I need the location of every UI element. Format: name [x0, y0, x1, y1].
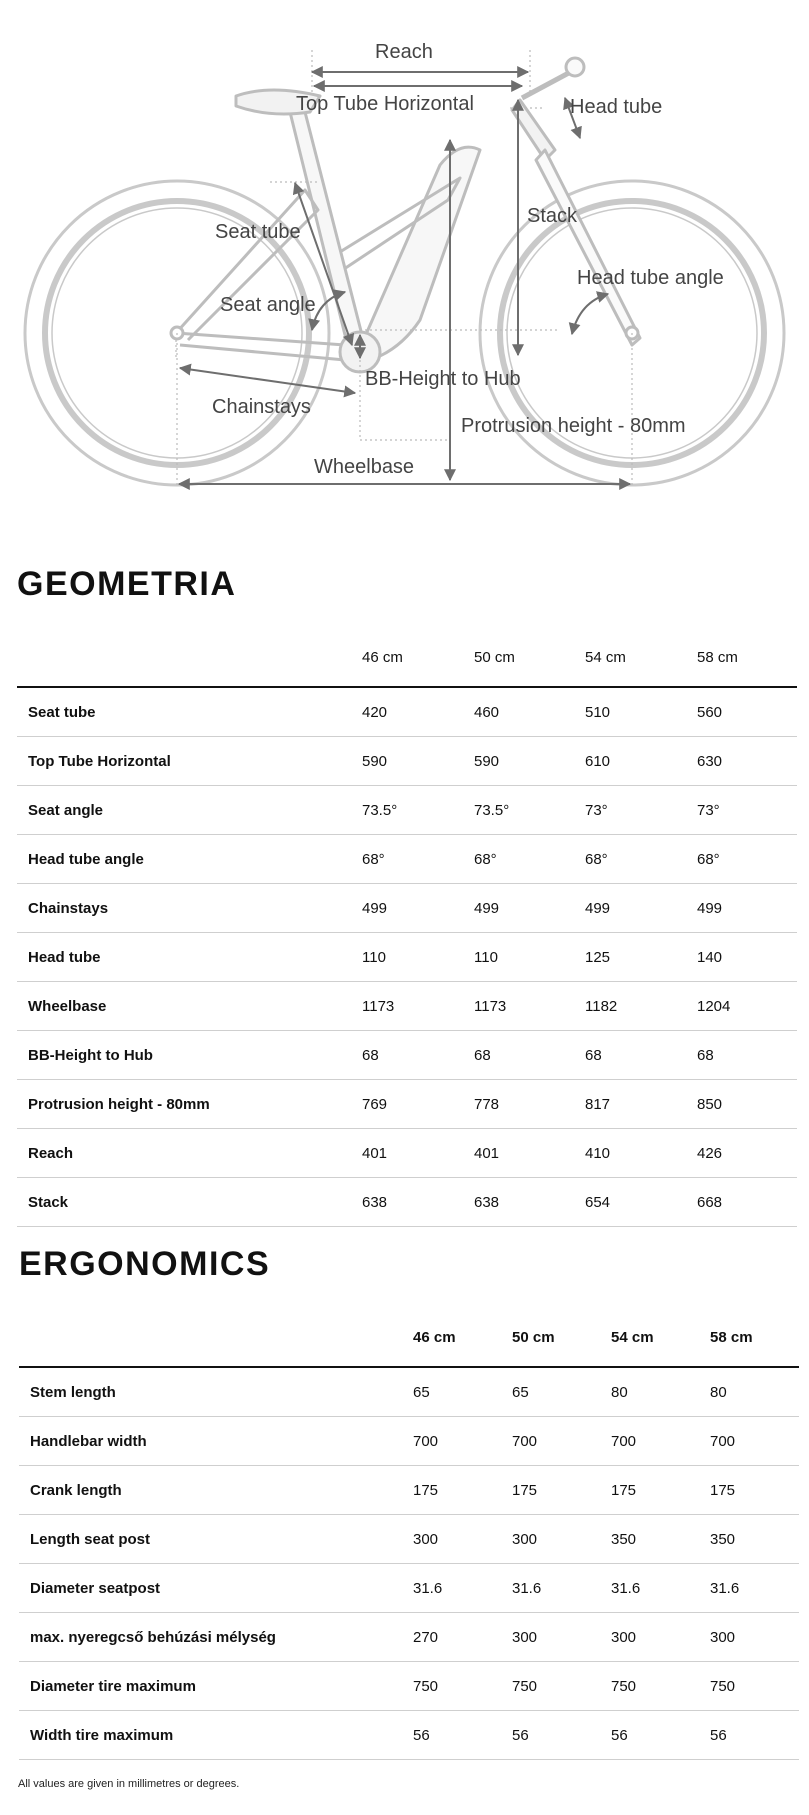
label-head-tube: Head tube	[570, 96, 663, 118]
cell-value: 300	[512, 1515, 611, 1564]
cell-value: 56	[512, 1711, 611, 1760]
cell-value: 68°	[697, 835, 797, 884]
cell-value: 750	[611, 1662, 710, 1711]
geometry-size-header: 46 cm	[362, 628, 474, 687]
ergonomics-title: ERGONOMICS	[19, 1245, 271, 1283]
cell-value: 73.5°	[474, 786, 585, 835]
table-row	[17, 982, 797, 1031]
table-row	[19, 1711, 799, 1760]
cell-value: 426	[697, 1129, 797, 1178]
footnote: All values are given in millimetres or degrees.	[18, 1778, 240, 1790]
geometry-header-row	[17, 628, 797, 687]
cell-value: 80	[710, 1367, 799, 1417]
cell-value: 73°	[697, 786, 797, 835]
cell-value: 630	[697, 737, 797, 786]
cell-value: 31.6	[512, 1564, 611, 1613]
cell-value: 56	[413, 1711, 512, 1760]
cell-value: 110	[474, 933, 585, 982]
ergonomics-rows	[19, 1367, 799, 1760]
row-label: Diameter seatpost	[19, 1564, 413, 1613]
geometry-size-header: 58 cm	[697, 628, 797, 687]
cell-value: 65	[512, 1367, 611, 1417]
table-row	[19, 1417, 799, 1466]
row-label: Reach	[17, 1129, 362, 1178]
cell-value: 1173	[474, 982, 585, 1031]
ergonomics-size-header: 54 cm	[611, 1308, 710, 1367]
cell-value: 68	[474, 1031, 585, 1080]
cell-value: 850	[697, 1080, 797, 1129]
cell-value: 300	[710, 1613, 799, 1662]
cell-value: 778	[474, 1080, 585, 1129]
row-label: BB-Height to Hub	[17, 1031, 362, 1080]
table-row	[19, 1662, 799, 1711]
table-row	[19, 1466, 799, 1515]
label-seat-angle: Seat angle	[220, 294, 316, 316]
ergonomics-size-header: 58 cm	[710, 1308, 799, 1367]
geometry-rows	[17, 687, 797, 1227]
cell-value: 420	[362, 687, 474, 737]
cell-value: 560	[697, 687, 797, 737]
cell-value: 65	[413, 1367, 512, 1417]
table-row	[19, 1515, 799, 1564]
label-reach: Reach	[375, 41, 433, 63]
label-wheelbase: Wheelbase	[314, 456, 415, 478]
chainstay-arrow	[180, 368, 355, 393]
cell-value: 499	[362, 884, 474, 933]
row-label: Seat tube	[17, 687, 362, 737]
cell-value: 110	[362, 933, 474, 982]
cell-value: 499	[697, 884, 797, 933]
cell-value: 300	[512, 1613, 611, 1662]
label-seat-tube: Seat tube	[215, 221, 301, 243]
cell-value: 638	[474, 1178, 585, 1227]
cell-value: 700	[512, 1417, 611, 1466]
row-label: Handlebar width	[19, 1417, 413, 1466]
cell-value: 350	[611, 1515, 710, 1564]
cell-value: 68	[697, 1031, 797, 1080]
row-label: Stack	[17, 1178, 362, 1227]
ergonomics-table	[19, 1308, 799, 1760]
cell-value: 140	[697, 933, 797, 982]
label-protrusion: Protrusion height - 80mm	[461, 415, 686, 437]
cell-value: 270	[413, 1613, 512, 1662]
cell-value: 300	[413, 1515, 512, 1564]
table-row	[17, 1178, 797, 1227]
table-row	[17, 835, 797, 884]
ergonomics-header-row	[19, 1308, 799, 1367]
table-row	[17, 1129, 797, 1178]
label-bb-height: BB-Height to Hub	[365, 368, 521, 390]
cell-value: 638	[362, 1178, 474, 1227]
label-chainstays: Chainstays	[212, 396, 311, 418]
cell-value: 300	[611, 1613, 710, 1662]
geometry-size-header: 50 cm	[474, 628, 585, 687]
cell-value: 175	[611, 1466, 710, 1515]
cell-value: 56	[611, 1711, 710, 1760]
row-label: max. nyeregcső behúzási mélység	[19, 1613, 413, 1662]
geometry-size-header: 54 cm	[585, 628, 697, 687]
bike-illustration	[0, 0, 809, 500]
ergonomics-header-blank	[19, 1308, 413, 1367]
row-label: Chainstays	[17, 884, 362, 933]
cell-value: 499	[474, 884, 585, 933]
cell-value: 590	[362, 737, 474, 786]
row-label: Top Tube Horizontal	[17, 737, 362, 786]
row-label: Crank length	[19, 1466, 413, 1515]
geometry-table	[17, 628, 797, 1227]
label-top-tube: Top Tube Horizontal	[296, 93, 474, 115]
cell-value: 1173	[362, 982, 474, 1031]
cell-value: 460	[474, 687, 585, 737]
cell-value: 56	[710, 1711, 799, 1760]
row-label: Diameter tire maximum	[19, 1662, 413, 1711]
cell-value: 73.5°	[362, 786, 474, 835]
cell-value: 499	[585, 884, 697, 933]
cell-value: 750	[413, 1662, 512, 1711]
row-label: Seat angle	[17, 786, 362, 835]
row-label: Width tire maximum	[19, 1711, 413, 1760]
cell-value: 68°	[474, 835, 585, 884]
cell-value: 510	[585, 687, 697, 737]
cell-value: 1204	[697, 982, 797, 1031]
bike-geometry-diagram	[0, 0, 809, 500]
cell-value: 73°	[585, 786, 697, 835]
cell-value: 700	[611, 1417, 710, 1466]
cell-value: 817	[585, 1080, 697, 1129]
cell-value: 31.6	[611, 1564, 710, 1613]
table-row	[19, 1613, 799, 1662]
label-stack: Stack	[527, 205, 578, 227]
cell-value: 668	[697, 1178, 797, 1227]
cell-value: 769	[362, 1080, 474, 1129]
table-row	[17, 1031, 797, 1080]
cell-value: 68	[362, 1031, 474, 1080]
cell-value: 401	[362, 1129, 474, 1178]
cell-value: 610	[585, 737, 697, 786]
label-head-tube-angle: Head tube angle	[577, 267, 724, 289]
cell-value: 31.6	[413, 1564, 512, 1613]
cell-value: 31.6	[710, 1564, 799, 1613]
cell-value: 80	[611, 1367, 710, 1417]
cell-value: 700	[413, 1417, 512, 1466]
table-row	[17, 933, 797, 982]
cell-value: 68°	[362, 835, 474, 884]
table-row	[17, 884, 797, 933]
table-row	[17, 687, 797, 737]
geometry-header-blank	[17, 628, 362, 687]
table-row	[19, 1564, 799, 1613]
ergonomics-size-header: 50 cm	[512, 1308, 611, 1367]
row-label: Head tube angle	[17, 835, 362, 884]
head-tube-angle-arrow	[572, 294, 608, 334]
ergonomics-size-header: 46 cm	[413, 1308, 512, 1367]
row-label: Length seat post	[19, 1515, 413, 1564]
cell-value: 654	[585, 1178, 697, 1227]
cell-value: 68	[585, 1031, 697, 1080]
cell-value: 175	[512, 1466, 611, 1515]
cell-value: 750	[710, 1662, 799, 1711]
geometry-title: GEOMETRIA	[17, 565, 237, 603]
row-label: Head tube	[17, 933, 362, 982]
table-row	[17, 737, 797, 786]
cell-value: 175	[413, 1466, 512, 1515]
cell-value: 350	[710, 1515, 799, 1564]
cell-value: 1182	[585, 982, 697, 1031]
cell-value: 410	[585, 1129, 697, 1178]
table-row	[17, 786, 797, 835]
cell-value: 590	[474, 737, 585, 786]
table-row	[19, 1367, 799, 1417]
row-label: Stem length	[19, 1367, 413, 1417]
row-label: Wheelbase	[17, 982, 362, 1031]
cell-value: 68°	[585, 835, 697, 884]
cell-value: 125	[585, 933, 697, 982]
row-label: Protrusion height - 80mm	[17, 1080, 362, 1129]
cell-value: 750	[512, 1662, 611, 1711]
table-row	[17, 1080, 797, 1129]
cell-value: 700	[710, 1417, 799, 1466]
cell-value: 175	[710, 1466, 799, 1515]
cell-value: 401	[474, 1129, 585, 1178]
